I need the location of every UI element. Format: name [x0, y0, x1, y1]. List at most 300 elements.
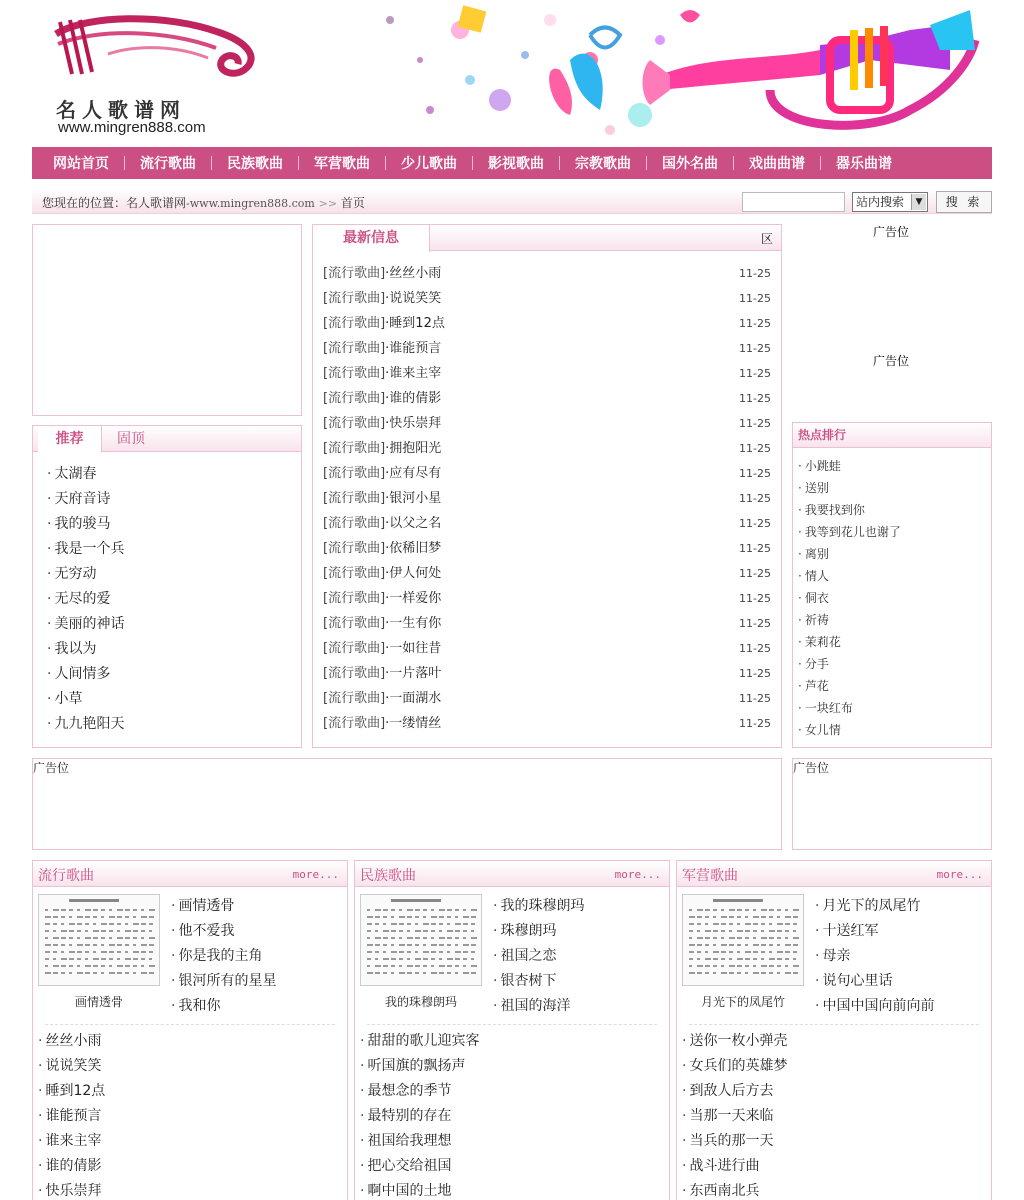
news-item-date: 11-25 — [739, 417, 771, 430]
news-item-bullet: · — [385, 491, 390, 506]
hot-item[interactable] — [798, 631, 901, 653]
breadcrumb-site-link[interactable]: 名人歌谱网 — [126, 196, 187, 210]
news-item[interactable] — [323, 286, 771, 311]
category-bottom-item[interactable] — [682, 1104, 787, 1129]
category-top-item[interactable] — [815, 894, 934, 919]
thumbnail-caption[interactable]: 画情透骨 — [74, 995, 123, 1009]
news-item-bullet: · — [385, 691, 390, 706]
hot-ranking-title: 热点排行 — [793, 423, 991, 448]
news-item-bullet: · — [385, 391, 390, 406]
news-item-title[interactable]: 拥抱阳光 — [389, 441, 442, 456]
news-item-bullet: · — [385, 266, 390, 281]
sheet-music-thumbnail[interactable] — [360, 894, 482, 986]
news-item-title[interactable]: 谁来主宰 — [389, 366, 442, 381]
category-bottom-item-label: 当那一天来临 — [689, 1108, 774, 1124]
news-item-category[interactable]: [流行歌曲] — [323, 341, 386, 356]
category-title[interactable]: 民族歌曲 — [360, 868, 416, 884]
category-bottom-item[interactable] — [38, 1129, 105, 1154]
category-bottom-item-label: 女兵们的英雄梦 — [689, 1058, 788, 1074]
category-top-item-label: 他不爱我 — [178, 923, 235, 939]
category-bottom-item-label: 送你一枚小弹壳 — [689, 1033, 788, 1049]
ad-slot-left-top[interactable] — [32, 224, 302, 416]
category-header — [33, 861, 347, 887]
category-bottom-item-label: 最想念的季节 — [367, 1083, 452, 1099]
recommend-item[interactable] — [47, 462, 124, 487]
category-bottom-item-label: 谁来主宰 — [45, 1133, 102, 1149]
ad-label-right-2[interactable]: 广告位 — [873, 354, 910, 368]
news-item[interactable] — [323, 536, 771, 561]
category-bottom-item[interactable] — [360, 1154, 479, 1179]
search-input[interactable] — [742, 192, 845, 212]
category-bottom-item-label: 祖国给我理想 — [367, 1133, 452, 1149]
hot-item[interactable] — [798, 477, 901, 499]
category-bottom-item-label: 最特别的存在 — [367, 1108, 452, 1124]
news-item-title[interactable]: 说说笑笑 — [389, 291, 442, 306]
news-item-bullet: · — [385, 716, 390, 731]
nav-item[interactable]: 国外名曲 — [662, 156, 718, 172]
news-item-category[interactable]: [流行歌曲] — [323, 291, 386, 306]
category-bottom-item-label: 说说笑笑 — [45, 1058, 102, 1074]
category-top-item[interactable] — [815, 944, 934, 969]
hot-item[interactable] — [798, 587, 901, 609]
category-top-item-label: 我和你 — [178, 998, 221, 1014]
news-item-text — [323, 536, 441, 561]
recommend-item[interactable] — [47, 587, 124, 612]
news-item-date: 11-25 — [739, 692, 771, 705]
nav-item[interactable]: 军营歌曲 — [314, 156, 370, 172]
hot-ranking-list — [798, 455, 901, 741]
news-item[interactable] — [323, 461, 771, 486]
news-item[interactable] — [323, 561, 771, 586]
recommend-item-label: 无穷动 — [54, 566, 97, 582]
news-item-title[interactable]: 谁能预言 — [389, 341, 442, 356]
category-top-item[interactable] — [815, 969, 934, 994]
hot-item[interactable] — [798, 521, 901, 543]
news-item-bullet: · — [385, 616, 390, 631]
hot-item-label: 女儿情 — [804, 723, 841, 737]
news-item-date: 11-25 — [739, 317, 771, 330]
nav-item[interactable]: 戏曲曲谱 — [749, 156, 805, 172]
recommend-item[interactable] — [47, 512, 124, 537]
hot-item-label: 送别 — [804, 481, 829, 495]
news-item-category[interactable]: [流行歌曲] — [323, 266, 386, 281]
news-item[interactable] — [323, 486, 771, 511]
news-item-text — [323, 711, 441, 736]
hot-item[interactable] — [798, 653, 901, 675]
category-bottom-item-label: 战斗进行曲 — [689, 1158, 760, 1174]
hot-item[interactable] — [798, 609, 901, 631]
news-item-title[interactable]: 一样爱你 — [389, 591, 442, 606]
recommend-list — [47, 462, 124, 737]
news-item[interactable] — [323, 336, 771, 361]
sheet-music-icon — [361, 895, 482, 986]
recommend-item[interactable] — [47, 537, 124, 562]
news-item-category[interactable]: [流行歌曲] — [323, 441, 386, 456]
news-item-text — [323, 486, 441, 511]
nav-separator — [472, 156, 473, 170]
category-bottom-item[interactable] — [682, 1179, 787, 1200]
category-top-item-label: 银河所有的星星 — [178, 973, 277, 989]
news-item-date: 11-25 — [739, 717, 771, 730]
news-item-category[interactable]: [流行歌曲] — [323, 716, 386, 731]
main-nav — [32, 147, 992, 179]
news-item-date: 11-25 — [739, 592, 771, 605]
news-item-title[interactable]: 丝丝小雨 — [389, 266, 442, 281]
news-item-category[interactable]: [流行歌曲] — [323, 541, 386, 556]
news-item-category[interactable]: [流行歌曲] — [323, 316, 386, 331]
thumbnail-caption[interactable]: 月光下的凤尾竹 — [700, 995, 785, 1009]
category-top-item-label: 说句心里话 — [822, 973, 893, 989]
category-top-item-label: 祖国之恋 — [500, 948, 557, 964]
news-item[interactable] — [323, 586, 771, 611]
news-item-text — [323, 311, 445, 336]
news-item-text — [323, 386, 441, 411]
category-top-item-label: 中国中国向前向前 — [822, 998, 935, 1014]
news-item-category[interactable]: [流行歌曲] — [323, 366, 386, 381]
recommend-item-label: 太湖春 — [54, 466, 97, 482]
news-item-category[interactable]: [流行歌曲] — [323, 491, 386, 506]
category-top-item-label: 十送红军 — [822, 923, 879, 939]
news-item-text — [323, 436, 441, 461]
category-bottom-list — [38, 1029, 105, 1200]
news-item-category[interactable]: [流行歌曲] — [323, 516, 386, 531]
news-item-bullet: · — [385, 366, 390, 381]
category-bottom-item[interactable] — [360, 1079, 479, 1104]
category-more-link[interactable]: more... — [292, 868, 339, 881]
hot-item-label: 侗衣 — [804, 591, 829, 605]
news-item[interactable] — [323, 311, 771, 336]
category-top-item[interactable] — [171, 969, 276, 994]
hot-item-label: 芦花 — [804, 679, 829, 693]
category-more-link[interactable]: more... — [936, 868, 983, 881]
news-item-title[interactable]: 睡到12点 — [389, 316, 445, 331]
category-divider — [367, 1024, 657, 1025]
news-item-date: 11-25 — [739, 642, 771, 655]
nav-item[interactable]: 流行歌曲 — [140, 156, 196, 172]
news-item-category[interactable]: [流行歌曲] — [323, 566, 386, 581]
breadcrumb-url: -www.mingren888.com — [186, 197, 315, 210]
breadcrumb-prefix: 您现在的位置： — [42, 196, 127, 210]
news-item-title[interactable]: 快乐崇拜 — [389, 416, 442, 431]
category-title[interactable]: 军营歌曲 — [682, 868, 738, 884]
news-item-title[interactable]: 一片落叶 — [389, 666, 442, 681]
news-item-category[interactable]: [流行歌曲] — [323, 416, 386, 431]
news-item-title[interactable]: 谁的倩影 — [389, 391, 442, 406]
news-item-text — [323, 461, 441, 486]
news-item-date: 11-25 — [739, 667, 771, 680]
category-bottom-item-label: 快乐崇拜 — [45, 1183, 102, 1199]
category-top-item-label: 母亲 — [822, 948, 851, 964]
category-divider — [689, 1024, 979, 1025]
category-bottom-item[interactable] — [682, 1079, 787, 1104]
ad-label-middle: 广告位 — [33, 761, 70, 775]
news-item-category[interactable]: [流行歌曲] — [323, 391, 386, 406]
news-list — [323, 261, 771, 736]
category-bottom-list — [360, 1029, 479, 1200]
category-top-item[interactable] — [493, 944, 584, 969]
category-top-item[interactable] — [815, 994, 934, 1019]
news-item-text — [323, 611, 441, 636]
recommend-item[interactable] — [47, 562, 124, 587]
breadcrumb-separator: >> — [318, 197, 338, 210]
nav-separator — [385, 156, 386, 170]
category-bottom-item[interactable] — [360, 1179, 479, 1200]
news-item-date: 11-25 — [739, 367, 771, 380]
hot-item-label: 离别 — [804, 547, 829, 561]
category-bottom-item-label: 谁能预言 — [45, 1108, 102, 1124]
news-item-date: 11-25 — [739, 617, 771, 630]
category-bottom-item[interactable] — [360, 1054, 479, 1079]
news-item-bullet: · — [385, 341, 390, 356]
news-item-bullet: · — [385, 316, 390, 331]
nav-item[interactable]: 影视歌曲 — [488, 156, 544, 172]
site-url: www.mingren888.com — [58, 119, 206, 136]
category-bottom-item-label: 东西南北兵 — [689, 1183, 760, 1199]
nav-separator — [733, 156, 734, 170]
nav-item[interactable]: 民族歌曲 — [227, 156, 283, 172]
search-button[interactable]: 搜 索 — [936, 191, 992, 213]
category-top-item-label: 月光下的凤尾竹 — [822, 898, 921, 914]
news-item-category[interactable]: [流行歌曲] — [323, 691, 386, 706]
hot-item[interactable] — [798, 565, 901, 587]
recommend-item-label: 我以为 — [54, 641, 97, 657]
category-top-item[interactable] — [493, 994, 584, 1019]
hot-item[interactable] — [798, 543, 901, 565]
category-top-item-label: 祖国的海洋 — [500, 998, 571, 1014]
news-item-date: 11-25 — [739, 267, 771, 280]
recommend-item-label: 我是一个兵 — [54, 541, 125, 557]
sheet-music-icon — [683, 895, 804, 986]
category-more-link[interactable]: more... — [614, 868, 661, 881]
news-item-bullet: · — [385, 591, 390, 606]
news-item-text — [323, 511, 441, 536]
news-item-category[interactable]: [流行歌曲] — [323, 591, 386, 606]
nav-separator — [820, 156, 821, 170]
news-item-bullet: · — [385, 416, 390, 431]
news-item-bullet: · — [385, 291, 390, 306]
nav-separator — [646, 156, 647, 170]
category-bottom-item[interactable] — [38, 1154, 105, 1179]
category-bottom-item-label: 听国旗的飘扬声 — [367, 1058, 466, 1074]
category-top-item[interactable] — [171, 919, 276, 944]
hot-item-label: 分手 — [804, 657, 829, 671]
nav-item[interactable]: 宗教歌曲 — [575, 156, 631, 172]
latest-news-panel — [312, 224, 782, 748]
sheet-music-thumbnail[interactable] — [682, 894, 804, 986]
category-bottom-item[interactable] — [360, 1129, 479, 1154]
news-item[interactable] — [323, 686, 771, 711]
category-top-item[interactable] — [171, 944, 276, 969]
recommend-item-label: 无尽的爱 — [54, 591, 111, 607]
news-item-bullet: · — [385, 466, 390, 481]
category-bottom-item[interactable] — [682, 1129, 787, 1154]
hot-item[interactable] — [798, 719, 901, 741]
news-item-category[interactable]: [流行歌曲] — [323, 466, 386, 481]
category-bottom-item-label: 谁的倩影 — [45, 1158, 102, 1174]
news-item-title[interactable]: 一生有你 — [389, 616, 442, 631]
news-item-category[interactable]: [流行歌曲] — [323, 666, 386, 681]
category-bottom-item[interactable] — [682, 1154, 787, 1179]
nav-separator — [124, 156, 125, 170]
recommend-tab-header — [33, 426, 301, 452]
news-item-date: 11-25 — [739, 567, 771, 580]
category-top-item[interactable] — [171, 894, 276, 919]
news-item-text — [323, 686, 441, 711]
news-item-category[interactable]: [流行歌曲] — [323, 616, 386, 631]
news-item[interactable] — [323, 511, 771, 536]
recommend-item-label: 美丽的神话 — [54, 616, 125, 632]
category-bottom-list — [682, 1029, 787, 1200]
news-item-title[interactable]: 应有尽有 — [389, 466, 442, 481]
category-bottom-item[interactable] — [360, 1104, 479, 1129]
news-item-title[interactable]: 依稀旧梦 — [389, 541, 442, 556]
category-bottom-item[interactable] — [682, 1029, 787, 1054]
news-item[interactable] — [323, 711, 771, 736]
news-item-title[interactable]: 银河小星 — [389, 491, 442, 506]
news-item-bullet: · — [385, 566, 390, 581]
category-bottom-item[interactable] — [38, 1179, 105, 1200]
category-header — [677, 861, 991, 887]
breadcrumb-current: 首页 — [340, 196, 365, 210]
recommend-panel — [32, 425, 302, 748]
news-item-title[interactable]: 一如往昔 — [389, 641, 442, 656]
tab-recommend[interactable]: 推荐 — [38, 426, 102, 453]
nav-item[interactable]: 网站首页 — [53, 156, 109, 172]
news-item-date: 11-25 — [739, 442, 771, 455]
recommend-item[interactable] — [47, 687, 124, 712]
hot-item-label: 一块红布 — [804, 701, 853, 715]
category-top-item[interactable] — [493, 919, 584, 944]
hot-item-label: 我等到花儿也谢了 — [804, 525, 901, 539]
category-top-list — [171, 894, 276, 1019]
category-bottom-item[interactable] — [682, 1054, 787, 1079]
category-bottom-item[interactable] — [38, 1104, 105, 1129]
news-item[interactable] — [323, 611, 771, 636]
news-item-title[interactable]: 一缕情丝 — [389, 716, 442, 731]
logo-swirl-icon — [48, 14, 278, 94]
news-item-title[interactable]: 以父之名 — [389, 516, 442, 531]
nav-item[interactable]: 少儿歌曲 — [401, 156, 457, 172]
category-bottom-item-label: 睡到12点 — [45, 1083, 106, 1099]
news-item-date: 11-25 — [739, 292, 771, 305]
category-top-item-label: 你是我的主角 — [178, 948, 263, 964]
news-item-bullet: · — [385, 666, 390, 681]
news-item[interactable] — [323, 386, 771, 411]
recommend-item-label: 九九艳阳天 — [54, 716, 125, 732]
category-top-item[interactable] — [493, 894, 584, 919]
news-item-bullet: · — [385, 641, 390, 656]
category-top-item[interactable] — [493, 969, 584, 994]
news-item[interactable] — [323, 261, 771, 286]
hot-item[interactable] — [798, 455, 901, 477]
news-item-text — [323, 561, 441, 586]
site-name: 名人歌谱网 — [56, 98, 186, 122]
ad-label-right-1[interactable]: 广告位 — [873, 225, 910, 239]
search-scope-value: 站内搜索 — [856, 195, 905, 209]
sheet-music-thumbnail[interactable] — [38, 894, 160, 986]
hot-item[interactable] — [798, 675, 901, 697]
news-item-date: 11-25 — [739, 467, 771, 480]
hot-item-label: 情人 — [804, 569, 829, 583]
category-top-list — [493, 894, 584, 1019]
news-item-bullet: · — [385, 441, 390, 456]
category-top-item-label: 银杏树下 — [500, 973, 557, 989]
news-item-text — [323, 411, 441, 436]
recommend-item[interactable] — [47, 662, 124, 687]
ad-slot-right-bottom[interactable] — [792, 758, 992, 850]
recommend-item[interactable] — [47, 612, 124, 637]
category-bottom-item[interactable] — [38, 1029, 105, 1054]
tab-latest-news[interactable]: 最新信息 — [313, 225, 430, 252]
hot-item-label: 茉莉花 — [804, 635, 841, 649]
news-item[interactable] — [323, 436, 771, 461]
news-item-text — [323, 636, 441, 661]
news-item-title[interactable]: 一面湖水 — [389, 691, 442, 706]
category-bottom-item-label: 当兵的那一天 — [689, 1133, 774, 1149]
category-top-item[interactable] — [815, 919, 934, 944]
category-top-list — [815, 894, 934, 1019]
news-item-title[interactable]: 伊人何处 — [389, 566, 442, 581]
category-title[interactable]: 流行歌曲 — [38, 868, 94, 884]
hot-item-label: 小跳蛙 — [804, 459, 841, 473]
news-item-text — [323, 361, 441, 386]
hot-item[interactable] — [798, 499, 901, 521]
category-panel — [32, 860, 348, 1200]
nav-item[interactable]: 器乐曲谱 — [836, 156, 892, 172]
category-bottom-item-label: 甜甜的歌儿迎宾客 — [367, 1033, 480, 1049]
recommend-item-label: 人间情多 — [54, 666, 111, 682]
news-item[interactable] — [323, 411, 771, 436]
news-item-category[interactable]: [流行歌曲] — [323, 641, 386, 656]
news-tab-header — [313, 225, 781, 251]
thumbnail-caption[interactable]: 我的珠穆朗玛 — [384, 995, 457, 1009]
ad-slot-middle[interactable] — [32, 758, 782, 850]
breadcrumb — [42, 194, 365, 211]
recommend-item[interactable] — [47, 487, 124, 512]
news-item[interactable] — [323, 361, 771, 386]
hot-item-label: 祈祷 — [804, 613, 829, 627]
ad-label-right-bottom: 广告位 — [793, 761, 830, 775]
news-item[interactable] — [323, 661, 771, 686]
news-item-text — [323, 261, 441, 286]
sheet-music-icon — [39, 895, 160, 986]
nav-separator — [559, 156, 560, 170]
category-top-item-label: 我的珠穆朗玛 — [500, 898, 585, 914]
category-top-item[interactable] — [171, 994, 276, 1019]
news-item-text — [323, 286, 441, 311]
category-bottom-item[interactable] — [38, 1054, 105, 1079]
header-banner — [350, 0, 990, 145]
category-header — [355, 861, 669, 887]
news-item-bullet: · — [385, 516, 390, 531]
recommend-item-label: 我的骏马 — [54, 516, 111, 532]
category-top-item-label: 画情透骨 — [178, 898, 235, 914]
dropdown-arrow-icon[interactable]: ▼ — [911, 194, 926, 210]
hot-item[interactable] — [798, 697, 901, 719]
recommend-item[interactable] — [47, 637, 124, 662]
news-item-text — [323, 661, 441, 686]
news-item[interactable] — [323, 636, 771, 661]
news-mark: 区 — [760, 232, 773, 246]
news-item-date: 11-25 — [739, 542, 771, 555]
tab-pinned[interactable]: 固顶 — [117, 431, 145, 447]
category-bottom-item-label: 啊中国的土地 — [367, 1183, 452, 1199]
recommend-item[interactable] — [47, 712, 124, 737]
category-bottom-item[interactable] — [38, 1079, 105, 1104]
search-scope-select[interactable] — [852, 192, 928, 212]
category-bottom-item[interactable] — [360, 1029, 479, 1054]
hot-item-label: 我要找到你 — [804, 503, 865, 517]
